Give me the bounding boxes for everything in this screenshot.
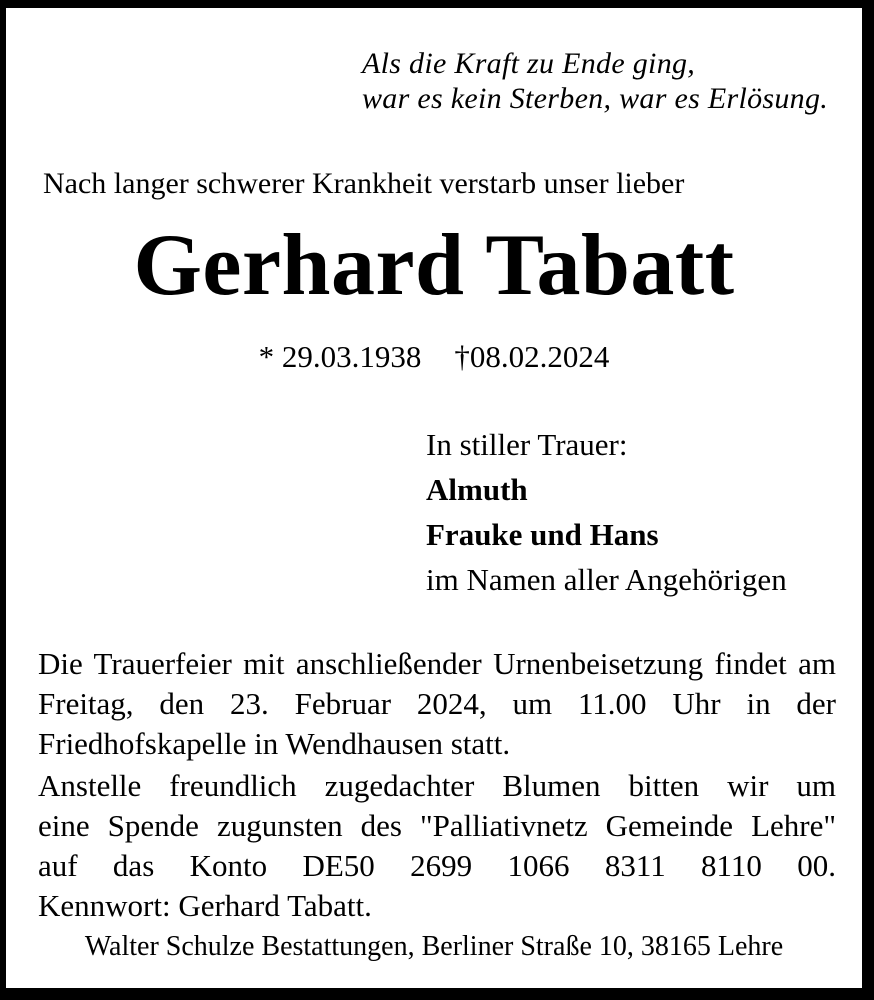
memorial-quote-line-2: war es kein Sterben, war es Erlösung. <box>362 82 829 115</box>
paragraph-line: Kennwort: Gerhard Tabatt. <box>38 888 372 923</box>
funeral-service-paragraph <box>38 644 836 764</box>
memorial-quote <box>362 46 862 116</box>
mourner-name: Almuth <box>426 472 528 507</box>
birth-date: * 29.03.1938 <box>258 339 422 374</box>
mourning-closing: im Namen aller Angehörigen <box>426 562 787 597</box>
mourning-heading: In stiller Trauer: <box>426 427 628 462</box>
paragraph-line: eine Spende zugunsten des "Palliativnetz Gemeinde Lehre" <box>38 808 836 843</box>
paragraph-line: Freitag, den 23. Februar 2024, um 11.00 Uhr in der <box>38 686 836 721</box>
life-dates <box>6 338 862 376</box>
donation-paragraph <box>38 766 836 926</box>
mourner-name: Frauke und Hans <box>426 517 659 552</box>
intro-line: Nach langer schwerer Krankheit verstarb unser lieber <box>43 167 685 200</box>
memorial-quote-line-1: Als die Kraft zu Ende ging, <box>362 47 696 80</box>
paragraph-line: auf das Konto DE50 2699 1066 8311 8110 00. <box>38 848 836 883</box>
death-date: †08.02.2024 <box>454 339 610 374</box>
deceased-name: Gerhard Tabatt <box>133 217 735 314</box>
paragraph-line: Anstelle freundlich zugedachter Blumen bitten wir um <box>38 768 836 803</box>
mourning-block <box>426 422 862 602</box>
funeral-home-line: Walter Schulze Bestattungen, Berliner Straße 10, 38165 Lehre <box>84 931 784 962</box>
paragraph-line: Die Trauerfeier mit anschließender Urnenbeisetzung findet am <box>38 646 836 681</box>
paragraph-line: Friedhofskapelle in Wendhausen statt. <box>38 726 511 761</box>
